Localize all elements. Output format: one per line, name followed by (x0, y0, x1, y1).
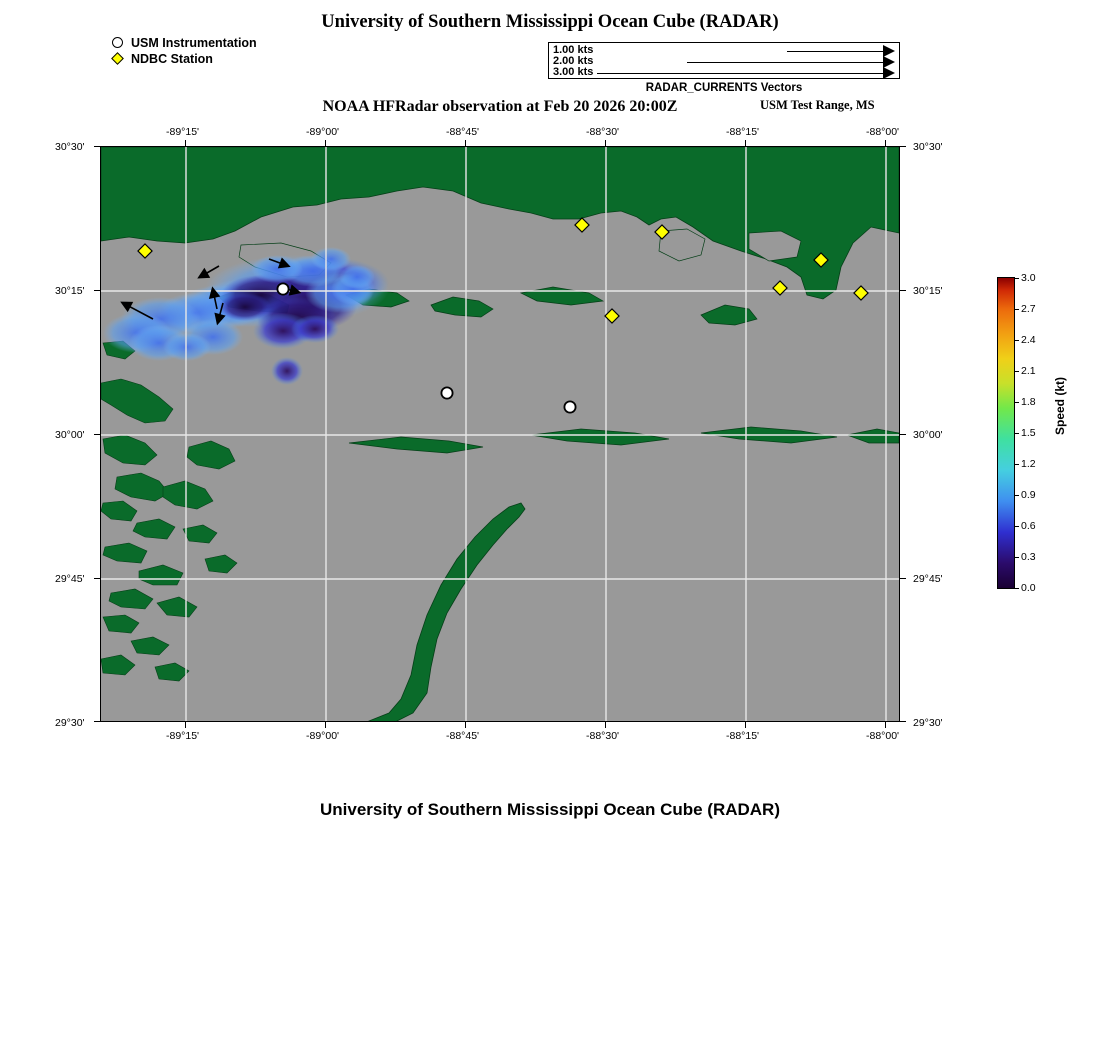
colorbar-tick-4: 1.8 (1021, 396, 1036, 408)
x-tickmark-top-4 (745, 140, 746, 146)
x-tickmark-bottom-0 (185, 722, 186, 728)
page-title: University of Southern Mississippi Ocean Cube (RADAR) (321, 12, 779, 32)
x-tickmark-bottom-3 (605, 722, 606, 728)
y-tickmark-right-3 (900, 578, 906, 579)
y-tick-right-2: 30°00' (913, 429, 943, 441)
y-tick-right-0: 30°30' (913, 141, 943, 153)
y-tick-left-1: 30°15' (55, 285, 85, 297)
x-tick-bottom-2: -88°45' (446, 730, 480, 742)
colorbar-title: Speed (kt) (1053, 377, 1067, 436)
x-tick-top-5: -88°00' (866, 126, 900, 138)
colorbar-tick-7: 0.9 (1021, 489, 1036, 501)
x-tickmark-top-1 (325, 140, 326, 146)
y-tick-left-0: 30°30' (55, 141, 85, 153)
usm-station-marker (564, 401, 575, 412)
observation-title: NOAA HFRadar observation at Feb 20 2026 20:00Z (322, 98, 678, 115)
colorbar-tick-0: 3.0 (1021, 272, 1036, 284)
x-tick-top-2: -88°45' (446, 126, 480, 138)
y-tickmark-right-1 (900, 290, 906, 291)
y-tickmark-left-3 (94, 578, 100, 579)
circle-marker-icon (110, 36, 128, 51)
range-label: USM Test Range, MS (760, 98, 875, 112)
legend-item-ndbc (110, 52, 257, 67)
vector-key-label-3: 3.00 kts (553, 66, 594, 78)
x-tickmark-top-3 (605, 140, 606, 146)
y-tickmark-left-2 (94, 434, 100, 435)
x-tick-top-1: -89°00' (306, 126, 340, 138)
x-tick-top-3: -88°30' (586, 126, 620, 138)
y-tickmark-left-1 (94, 290, 100, 291)
x-tickmark-bottom-1 (325, 722, 326, 728)
x-tickmark-bottom-4 (745, 722, 746, 728)
y-tick-right-1: 30°15' (913, 285, 943, 297)
vector-key-label-1: 1.00 kts (553, 44, 594, 56)
radar-map[interactable] (100, 146, 900, 722)
map-canvas[interactable] (101, 147, 899, 721)
x-tick-top-0: -89°15' (166, 126, 200, 138)
vector-scale-key (548, 42, 900, 79)
x-tickmark-bottom-2 (465, 722, 466, 728)
usm-station-marker (277, 283, 288, 294)
vector-key-label-2: 2.00 kts (553, 55, 594, 67)
x-tick-bottom-4: -88°15' (726, 730, 760, 742)
x-tick-top-4: -88°15' (726, 126, 760, 138)
y-tick-left-3: 29°45' (55, 573, 85, 585)
x-tickmark-bottom-5 (885, 722, 886, 728)
colorbar-tick-1: 2.7 (1021, 303, 1036, 315)
x-tick-bottom-5: -88°00' (866, 730, 900, 742)
map-legend (110, 36, 257, 68)
colorbar-gradient (997, 277, 1015, 589)
x-tickmark-top-0 (185, 140, 186, 146)
vector-key-caption: RADAR_CURRENTS Vectors (645, 82, 803, 94)
colorbar-tick-2: 2.4 (1021, 334, 1036, 346)
legend-item-usm (110, 36, 257, 51)
y-tickmark-right-0 (900, 146, 906, 147)
diamond-marker-icon (110, 52, 128, 67)
legend-item-ndbc-label: NDBC Station (131, 52, 213, 66)
colorbar-tick-5: 1.5 (1021, 427, 1036, 439)
x-tick-bottom-3: -88°30' (586, 730, 620, 742)
legend-item-usm-label: USM Instrumentation (131, 36, 257, 50)
footer-title: University of Southern Mississippi Ocean Cube (RADAR) (319, 800, 780, 819)
y-tickmark-left-4 (94, 721, 100, 722)
y-tick-right-4: 29°30' (913, 717, 943, 729)
y-tick-left-2: 30°00' (55, 429, 85, 441)
y-tickmark-left-0 (94, 146, 100, 147)
colorbar-tick-8: 0.6 (1021, 520, 1036, 532)
x-tickmark-top-5 (885, 140, 886, 146)
y-tickmark-right-2 (900, 434, 906, 435)
x-tickmark-top-2 (465, 140, 466, 146)
colorbar-tick-10: 0.0 (1021, 582, 1036, 594)
x-tick-bottom-1: -89°00' (306, 730, 340, 742)
colorbar-tick-3: 2.1 (1021, 365, 1036, 377)
colorbar-tick-6: 1.2 (1021, 458, 1036, 470)
y-tick-right-3: 29°45' (913, 573, 943, 585)
x-tick-bottom-0: -89°15' (166, 730, 200, 742)
usm-station-marker (441, 387, 452, 398)
vector-key-row-3 (549, 67, 901, 79)
y-tick-left-4: 29°30' (55, 717, 85, 729)
y-tickmark-right-4 (900, 721, 906, 722)
colorbar-tick-9: 0.3 (1021, 551, 1036, 563)
